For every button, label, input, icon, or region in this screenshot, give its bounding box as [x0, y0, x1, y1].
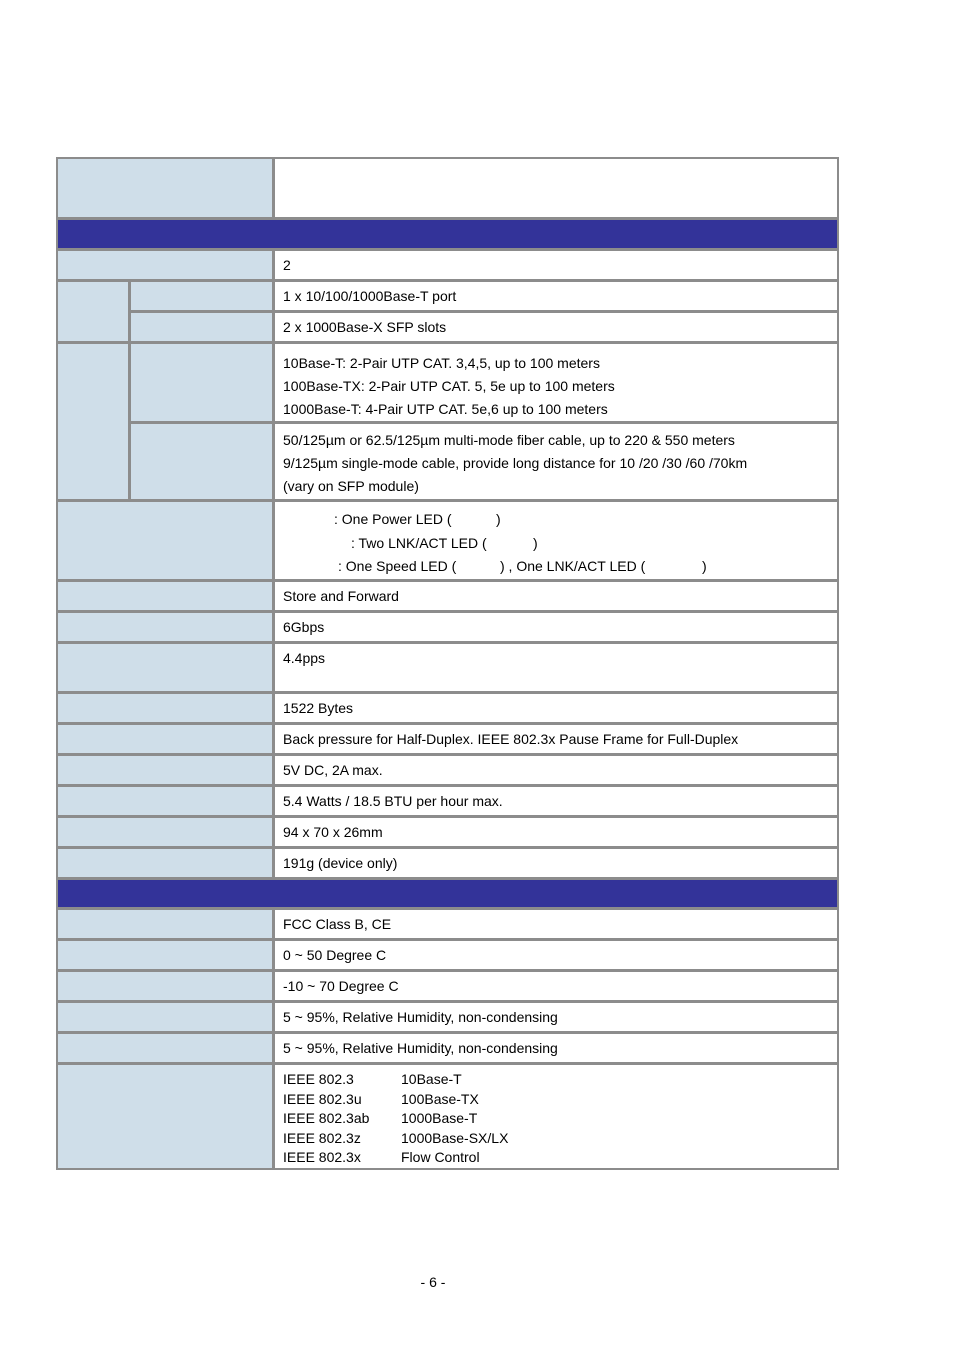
specification-table [56, 157, 839, 1170]
standards-header [58, 880, 837, 907]
standards-label-cell [58, 1065, 272, 1168]
led-indicators [275, 502, 837, 579]
cable-group-label [58, 344, 128, 499]
standards-table [283, 1070, 508, 1168]
utp-label-cell [131, 344, 272, 421]
ports-label-cell [58, 251, 272, 279]
standard-row: IEEE 802.3z 1000Base-SX/LX [283, 1129, 509, 1146]
cable-utp-line-3: 1000Base-T: 4-Pair UTP CAT. 5e,6 up to 100 meters [283, 401, 608, 417]
weight: 191g (device only) [275, 849, 837, 877]
storage-temp-label-cell [58, 972, 272, 1000]
led-lnk-text: : Two LNK/ACT LED ( [351, 534, 487, 551]
cable-fiber-line-1: 50/125µm or 62.5/125µm multi-mode fiber cable, up to 220 & 550 meters [283, 432, 735, 448]
standard-row: IEEE 802.3ab 1000Base-T [283, 1110, 478, 1126]
standard-row: IEEE 802.3 10Base-T [283, 1071, 462, 1087]
page-number: - 6 - [420, 1274, 446, 1290]
dimensions-label-cell [58, 818, 272, 846]
cable-fiber [275, 424, 837, 499]
throughput: 4.4pps [275, 644, 837, 691]
operating-temp: 0 ~ 50 Degree C [275, 941, 837, 969]
architecture-label-cell [58, 582, 272, 610]
model-label-cell [58, 159, 272, 217]
weight-label-cell [58, 849, 272, 877]
switch-fabric: 6Gbps [275, 613, 837, 641]
sfp-slots: 2 x 1000Base-X SFP slots [275, 313, 837, 341]
led-speed-mid: ) , One LNK/ACT LED ( [500, 558, 646, 574]
standard-row: IEEE 802.3x Flow Control [283, 1149, 480, 1165]
power-requirement: 5V DC, 2A max. [275, 756, 837, 784]
copper-label-cell [131, 282, 272, 310]
sfp-label-cell [131, 313, 272, 341]
power-consumption: 5.4 Watts / 18.5 BTU per hour max. [275, 787, 837, 815]
storage-humidity: 5 ~ 95%, Relative Humidity, non-condensing [275, 1034, 837, 1062]
led-power-close: ) [496, 511, 501, 527]
fiber-label-cell [131, 424, 272, 499]
cable-utp [275, 344, 837, 421]
standards-list [275, 1065, 837, 1168]
led-speed-text: : One Speed LED ( [338, 558, 457, 574]
ports-count: 2 [275, 251, 837, 279]
throughput-label-cell [58, 644, 272, 691]
led-label-cell [58, 502, 272, 579]
operating-temp-label-cell [58, 941, 272, 969]
cable-fiber-line-3: (vary on SFP module) [283, 478, 419, 494]
standard-row: IEEE 802.3u 100Base-TX [283, 1090, 479, 1107]
led-speed-close: ) [702, 558, 707, 574]
dimensions: 94 x 70 x 26mm [275, 818, 837, 846]
cable-fiber-line-2: 9/125µm single-mode cable, provide long distance for 10 /20 /30 /60 /70km [283, 455, 748, 471]
switch-architecture: Store and Forward [275, 582, 837, 610]
flow-label-cell [58, 725, 272, 753]
operating-humidity-label-cell [58, 1003, 272, 1031]
power-req-label-cell [58, 756, 272, 784]
storage-humidity-label-cell [58, 1034, 272, 1062]
emi-label-cell [58, 910, 272, 938]
led-power-text: : One Power LED ( [334, 511, 452, 527]
fabric-label-cell [58, 613, 272, 641]
cable-utp-line-1: 10Base-T: 2-Pair UTP CAT. 3,4,5, up to 100 meters [283, 355, 600, 371]
flow-control: Back pressure for Half-Duplex. IEEE 802.3x Pause Frame for Full-Duplex [275, 725, 837, 753]
cable-utp-line-2: 100Base-TX: 2-Pair UTP CAT. 5, 5e up to 100 meters [283, 378, 615, 394]
emi: FCC Class B, CE [275, 910, 837, 938]
packet-label-cell [58, 694, 272, 722]
max-packet: 1522 Bytes [275, 694, 837, 722]
hardware-spec-header [58, 220, 837, 248]
storage-temp: -10 ~ 70 Degree C [275, 972, 837, 1000]
copper-port: 1 x 10/100/1000Base-T port [275, 282, 837, 310]
power-cons-label-cell [58, 787, 272, 815]
operating-humidity: 5 ~ 95%, Relative Humidity, non-condensing [275, 1003, 837, 1031]
interface-group-label [58, 282, 128, 341]
model-value-cell [275, 159, 837, 217]
led-lnk-close: ) [533, 534, 538, 551]
